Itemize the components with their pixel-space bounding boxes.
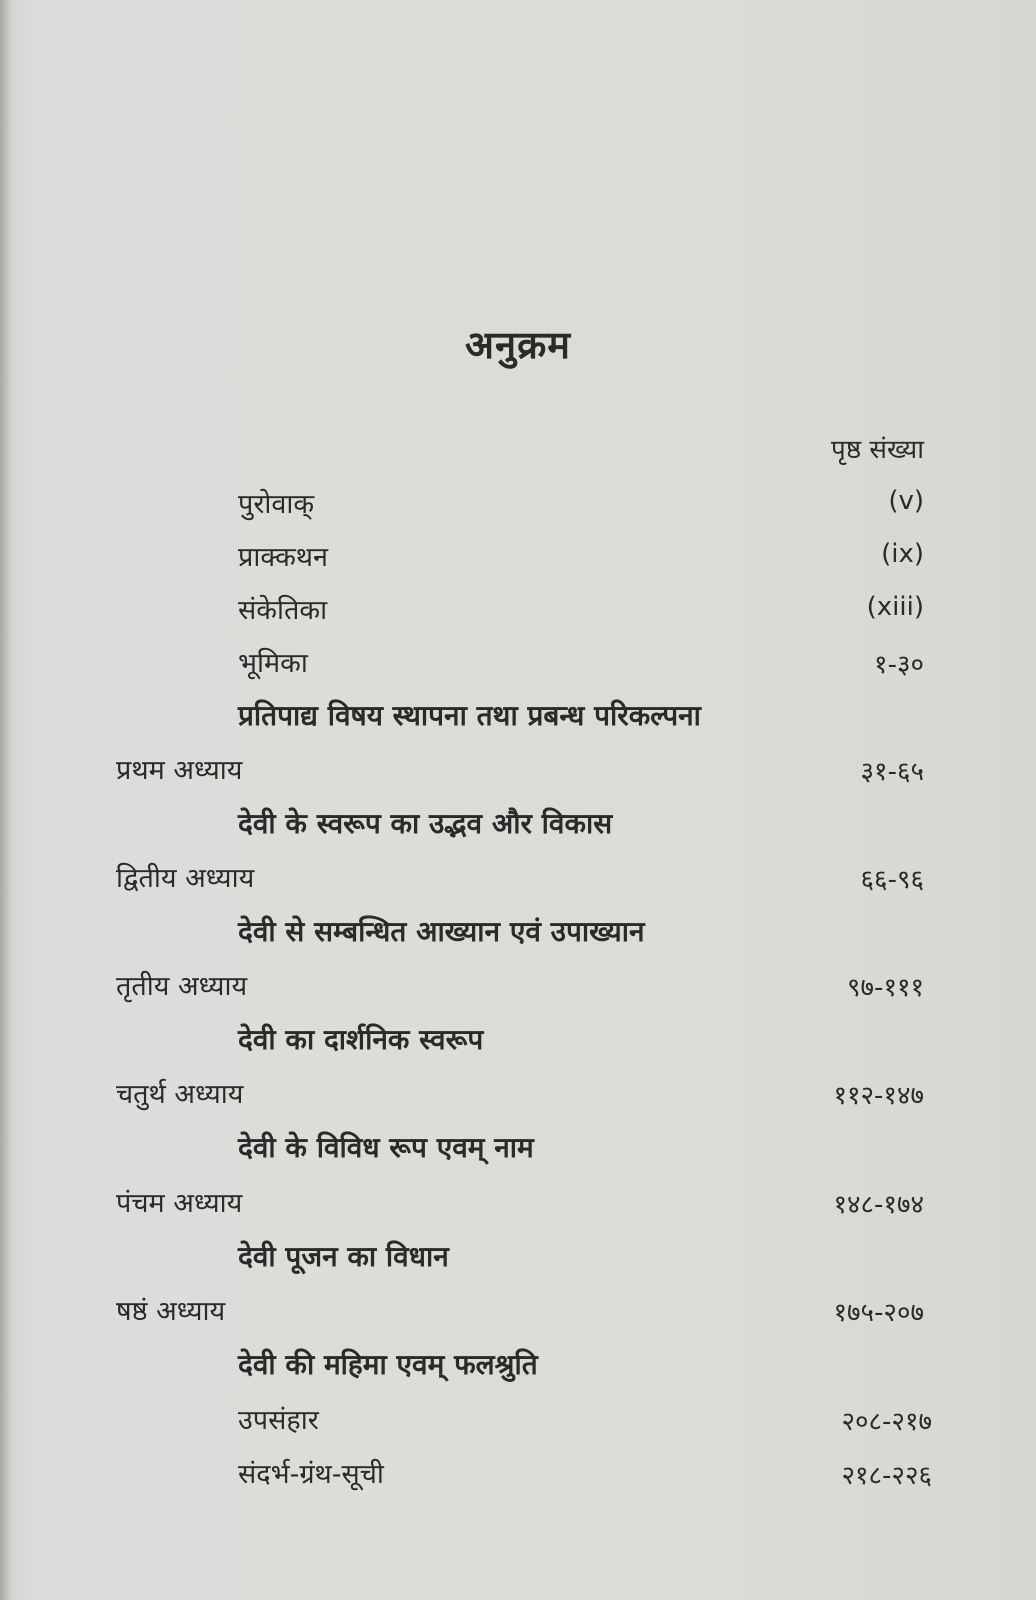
toc-heading-chapter-3: देवी का दार्शनिक स्वरूप — [238, 1023, 484, 1056]
toc-heading-bhumika: प्रतिपाद्य विषय स्थापना तथा प्रबन्ध परिकल्पना — [238, 699, 701, 732]
toc-page-bhumika: १-३० — [874, 650, 924, 680]
toc-page-chapter-1: ३१-६५ — [860, 757, 924, 787]
toc-page-prakkathan: (ix) — [881, 539, 924, 569]
toc-heading-chapter-4: देवी के विविध रूप एवम् नाम — [238, 1131, 534, 1164]
toc-label-chapter-5: पंचम अध्याय — [116, 1188, 243, 1219]
toc-page-chapter-3: ९७-१११ — [847, 973, 924, 1003]
toc-heading-chapter-1: देवी के स्वरूप का उद्भव और विकास — [238, 807, 613, 840]
toc-page-chapter-4: ११२-१४७ — [833, 1081, 924, 1111]
toc-heading-chapter-6: देवी की महिमा एवम् फलश्रुति — [238, 1348, 538, 1381]
toc-label-chapter-6: षष्ठं अध्याय — [116, 1296, 226, 1327]
page-number-header: पृष्ठ संख्या — [831, 435, 924, 465]
toc-label-chapter-1: प्रथम अध्याय — [116, 755, 243, 786]
toc-page-chapter-2: ६६-९६ — [860, 865, 924, 895]
toc-page-upasamhar: २०८-२१७ — [841, 1407, 932, 1437]
toc-page-bibliography: २१८-२२६ — [841, 1461, 932, 1491]
toc-label-chapter-4: चतुर्थ अध्याय — [116, 1079, 244, 1110]
toc-label-bibliography: संदर्भ-ग्रंथ-सूची — [238, 1459, 384, 1490]
toc-label-upasamhar: उपसंहार — [238, 1405, 319, 1436]
toc-heading-chapter-2: देवी से सम्बन्धित आख्यान एवं उपाख्यान — [238, 915, 645, 948]
page-title: अनुक्रम — [464, 323, 572, 367]
toc-page-sanketika: (xiii) — [866, 592, 924, 622]
toc-label-chapter-2: द्वितीय अध्याय — [116, 863, 255, 894]
toc-label-sanketika: संकेतिका — [238, 595, 328, 626]
toc-page-puro: (v) — [888, 486, 924, 516]
toc-label-prakkathan: प्राक्कथन — [238, 542, 329, 573]
toc-label-chapter-3: तृतीय अध्याय — [116, 971, 248, 1002]
page-edge — [0, 0, 10, 1600]
toc-heading-chapter-5: देवी पूजन का विधान — [238, 1240, 449, 1273]
toc-page-chapter-6: १७५-२०७ — [833, 1298, 924, 1328]
toc-label-puro: पुरोवाक् — [238, 489, 315, 520]
toc-page-chapter-5: १४८-१७४ — [833, 1190, 924, 1220]
toc-label-bhumika: भूमिका — [238, 648, 308, 679]
